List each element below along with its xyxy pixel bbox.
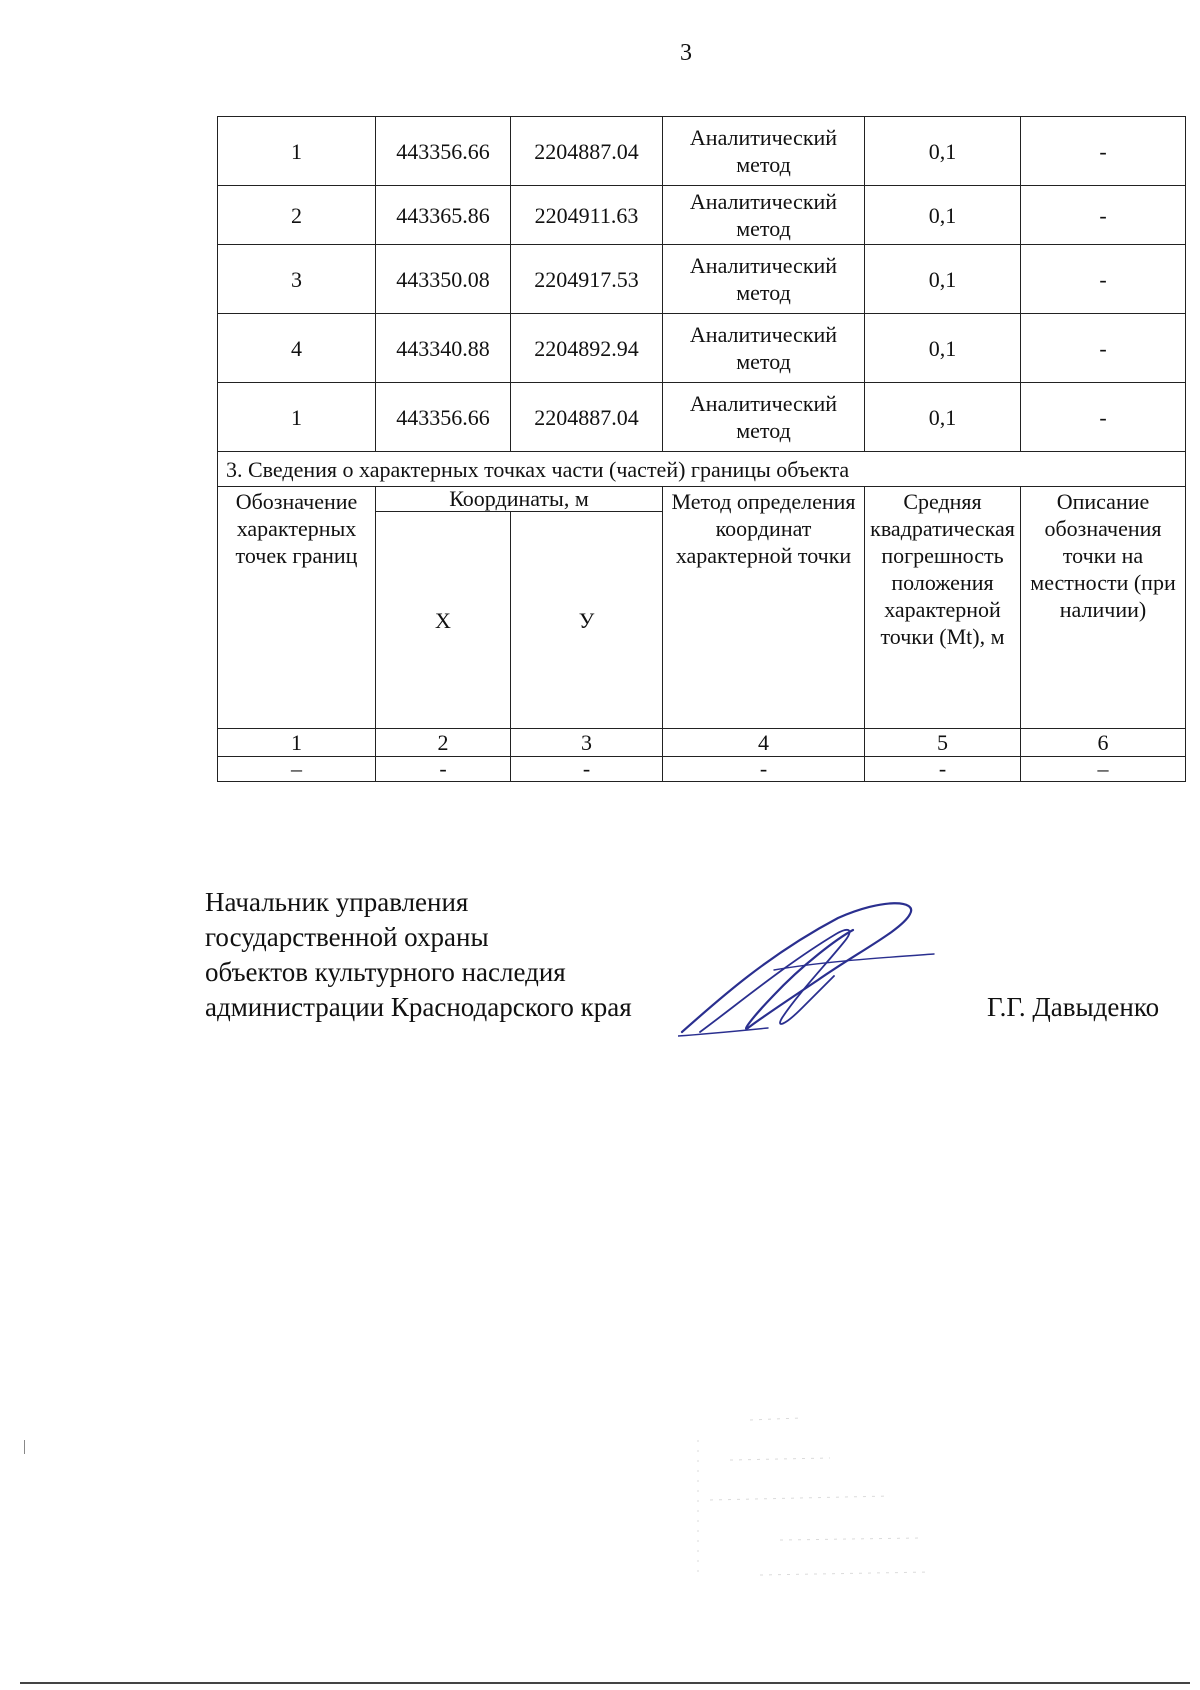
method-cell: Аналитический метод bbox=[663, 186, 865, 245]
method-cell: Аналитический метод bbox=[663, 383, 865, 452]
point-cell: 4 bbox=[218, 314, 376, 383]
point-cell: 2 bbox=[218, 186, 376, 245]
empty-cell: - bbox=[663, 757, 865, 782]
method-cell: Аналитический метод bbox=[663, 117, 865, 186]
header-coordinates: Координаты, м bbox=[376, 487, 663, 512]
section-title: 3. Сведения о характерных точках части (частей) границы объекта bbox=[218, 452, 1186, 487]
empty-cell: - bbox=[376, 757, 511, 782]
y-cell: 2204887.04 bbox=[511, 383, 663, 452]
signer-position-line: государственной охраны bbox=[205, 922, 489, 952]
description-cell: - bbox=[1021, 117, 1186, 186]
empty-cell: - bbox=[511, 757, 663, 782]
accuracy-cell: 0,1 bbox=[865, 383, 1021, 452]
handwritten-signature bbox=[678, 900, 938, 1040]
column-number: 1 bbox=[218, 729, 376, 757]
description-cell: - bbox=[1021, 186, 1186, 245]
page-number: 3 bbox=[680, 40, 692, 66]
boundary-points-table bbox=[217, 116, 1186, 782]
column-number: 5 bbox=[865, 729, 1021, 757]
signer-position-line: Начальник управления bbox=[205, 887, 469, 917]
signature-strokes bbox=[678, 903, 934, 1036]
header-description: Описание обозначения точки на местности (при наличии) bbox=[1021, 487, 1186, 729]
header-row bbox=[218, 487, 1186, 512]
header-x: Х bbox=[376, 512, 511, 729]
point-cell: 1 bbox=[218, 117, 376, 186]
y-cell: 2204911.63 bbox=[511, 186, 663, 245]
header-y: У bbox=[511, 512, 663, 729]
signer-position-line: администрации Краснодарского края bbox=[205, 992, 632, 1022]
bottom-rule bbox=[20, 1682, 1190, 1684]
x-cell: 443365.86 bbox=[376, 186, 511, 245]
column-numbers-row bbox=[218, 729, 1186, 757]
margin-mark bbox=[24, 1440, 25, 1454]
accuracy-cell: 0,1 bbox=[865, 117, 1021, 186]
method-cell: Аналитический метод bbox=[663, 314, 865, 383]
x-cell: 443340.88 bbox=[376, 314, 511, 383]
empty-cell: – bbox=[1021, 757, 1186, 782]
table-row bbox=[218, 383, 1186, 452]
description-cell: - bbox=[1021, 245, 1186, 314]
accuracy-cell: 0,1 bbox=[865, 186, 1021, 245]
y-cell: 2204917.53 bbox=[511, 245, 663, 314]
column-number: 3 bbox=[511, 729, 663, 757]
table-row bbox=[218, 117, 1186, 186]
x-cell: 443356.66 bbox=[376, 383, 511, 452]
table-row bbox=[218, 186, 1186, 245]
header-designation: Обозначение характерных точек границ bbox=[218, 487, 376, 729]
method-cell: Аналитический метод bbox=[663, 245, 865, 314]
table-row bbox=[218, 245, 1186, 314]
column-number: 4 bbox=[663, 729, 865, 757]
empty-cell: – bbox=[218, 757, 376, 782]
y-cell: 2204892.94 bbox=[511, 314, 663, 383]
point-cell: 1 bbox=[218, 383, 376, 452]
x-cell: 443350.08 bbox=[376, 245, 511, 314]
empty-data-row bbox=[218, 757, 1186, 782]
accuracy-cell: 0,1 bbox=[865, 314, 1021, 383]
signer-position bbox=[205, 885, 632, 1025]
column-number: 2 bbox=[376, 729, 511, 757]
description-cell: - bbox=[1021, 314, 1186, 383]
table-row bbox=[218, 314, 1186, 383]
empty-cell: - bbox=[865, 757, 1021, 782]
description-cell: - bbox=[1021, 383, 1186, 452]
header-accuracy: Средняя квадратическая погрешность положения характерной точки (Mt), м bbox=[865, 487, 1021, 729]
accuracy-cell: 0,1 bbox=[865, 245, 1021, 314]
y-cell: 2204887.04 bbox=[511, 117, 663, 186]
section-title-row bbox=[218, 452, 1186, 487]
column-number: 6 bbox=[1021, 729, 1186, 757]
header-method: Метод определения координат характерной точки bbox=[663, 487, 865, 729]
signer-name: Г.Г. Давыденко bbox=[987, 992, 1160, 1022]
point-cell: 3 bbox=[218, 245, 376, 314]
signer-position-line: объектов культурного наследия bbox=[205, 957, 566, 987]
faint-stamp-trace bbox=[690, 1400, 1010, 1600]
x-cell: 443356.66 bbox=[376, 117, 511, 186]
